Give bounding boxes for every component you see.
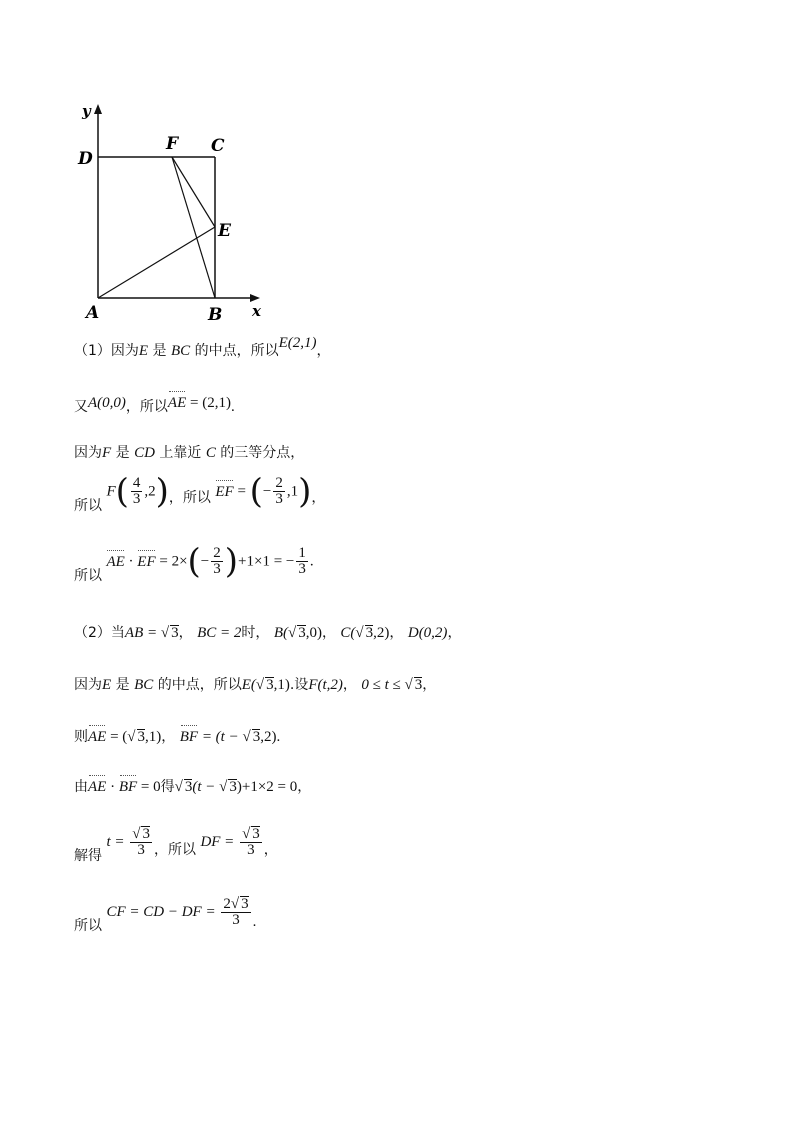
var-E: E [102,677,112,693]
math: = 0 [137,779,161,795]
denominator: 3 [247,842,255,858]
sqrt-value: 3 [365,625,374,641]
text: 解得 [74,848,102,864]
solution-line-9: 由AE · BF = 0得√ 3(t − √ 3)+1×2 = 0， [74,779,312,795]
numerator: 2 [275,475,283,491]
numerator: 1 [298,545,306,561]
vector-EF: EF [215,483,234,500]
solution-line-6: （2）当AB = √ 3， BC = 2时， B(√ 3,0)， C(√ 3,2)， D(0,2)， [74,625,462,641]
numerator: 2 [213,545,221,561]
denominator: 3 [137,842,145,858]
text: ，所以 [125,399,168,415]
text: 是 [148,343,171,359]
fraction [221,896,250,928]
fraction [211,546,223,577]
var-E: E [138,343,149,359]
math-E-coord: E(2,1) [278,335,317,351]
text: 得 [160,779,175,795]
sqrt-value: 3 [229,779,237,795]
solution-line-11: 所以 CF = CD − DF = $\frac{2√ 3}{3}$ . [74,896,257,934]
label-y: y [82,102,91,120]
math: ,1) [273,677,290,693]
sqrt-value: 3 [252,826,260,842]
var-C: C [205,445,216,461]
label-C: C [211,136,225,156]
minus: − [262,483,272,500]
text: = 2× [155,553,188,570]
solution-line-7: 因为E 是 BC 的中点，所以E(√ 3,1).设F(t,2)， 0 ≤ t ≤ √ 3， [74,677,437,693]
sqrt-value: 3 [171,625,179,641]
math: E( [241,677,256,693]
math: ,2) [260,729,277,745]
square-diagram [70,96,270,326]
text: 上靠近 [154,445,206,461]
paren: ) [298,471,312,512]
text: （2）当 [74,625,125,641]
var-CD: CD [134,445,155,461]
text: 的中点，所以 [153,677,242,693]
label-x: x [252,302,261,320]
vector-AE: AE [88,779,107,795]
fraction [131,476,143,507]
denominator: 3 [298,561,306,577]
numerator: √ 3 [132,826,150,842]
text: 是 [111,445,135,461]
denominator: 3 [232,912,240,928]
solution-line-5: 所以 AE · EF = 2×(− $\frac{2}{3}$ )+1×1 = − $\frac{1}{3}$ . [74,541,314,584]
math: AB = [124,625,161,641]
denominator: 3 [213,561,221,577]
solution-line-2: 又A(0,0)，所以AE = (2,1). [74,395,235,415]
vector-BF: BF [179,729,199,745]
solution-line-3 [74,442,304,462]
text: 所以 [74,918,102,934]
vector-BF: BF [118,779,138,795]
math: DF = [200,834,239,850]
text: 因为 [74,445,102,461]
sqrt-value: 3 [414,677,423,693]
var-F: F [102,445,112,461]
fraction [130,826,152,858]
coefficient: 2 [223,896,231,912]
x-axis-arrow [250,294,260,302]
var-BC: BC [171,343,191,359]
sqrt-value: 3 [266,677,274,693]
sqrt-value: 3 [184,779,193,795]
segment-FE [172,157,215,227]
text: 所以 [74,497,102,514]
math: )+1×2 = 0 [236,779,298,795]
text: 的三等分点， [215,445,305,461]
label-A: A [86,303,100,323]
label-D: D [78,149,93,169]
math: B( [273,625,288,641]
denominator: 3 [132,491,141,507]
comma: ， [311,489,326,506]
numerator: √ 3 [242,826,260,842]
var-BC: BC [134,677,154,693]
math: = (t − [198,729,243,745]
fraction [296,546,308,577]
math: 0 ≤ t ≤ [361,677,405,693]
text: 的中点，所以 [190,343,279,359]
text: （1）因为 [74,343,139,359]
math: ,1) [145,729,162,745]
text: ,1 [286,483,299,500]
vector-AE: AE [88,729,107,745]
math: ,0) [305,625,322,641]
segment-FB [172,157,215,298]
math: CF = CD − DF = [106,904,220,920]
segment-AE [98,227,215,298]
math: (t − [192,779,220,795]
numerator: 2√ 3 [223,896,249,912]
paren: ) [224,541,239,582]
paren: ( [249,471,263,512]
text: 则 [74,729,88,745]
solution-line-1 [74,335,331,360]
text: 由 [74,779,88,795]
math: BC = 2 [197,625,242,641]
vector-AE-value: = (2,1) [186,395,231,411]
math: D(0,2) [407,625,448,641]
dot: · [124,553,138,570]
fraction [273,476,285,507]
solution-line-8: 则AE = (√ 3,1)， BF = (t − √ 3,2). [74,729,281,745]
text: 是 [111,677,135,693]
text: ， [178,625,193,641]
sqrt-value: 3 [137,729,146,745]
text: ，所以 [168,489,211,506]
paren: ) [155,471,169,512]
sqrt-value: 3 [241,896,249,912]
math: t = [106,834,129,850]
text: .设 [289,677,309,693]
denominator: 3 [275,491,283,507]
y-axis-arrow [94,104,102,114]
var-F: F [106,483,116,500]
solution-line-4 [74,471,326,514]
fraction [240,826,262,858]
math: ,2) [373,625,390,641]
math: = ( [106,729,128,745]
paren: ( [115,471,129,512]
sqrt-value: 3 [252,729,261,745]
math: C( [340,625,356,641]
comma: ， [316,343,331,359]
text: = [233,483,250,500]
text: 时， [241,625,270,641]
vector-AE: AE [167,395,187,411]
vector-EF: EF [137,553,156,570]
text: +1×1 = − [238,553,295,570]
math-A-coord: A(0,0) [88,395,126,411]
label-B: B [208,305,223,325]
text: 所以 [74,567,102,584]
text: 又 [74,399,88,415]
sqrt-value: 3 [142,826,150,842]
vector-AE: AE [106,553,125,570]
label-E: E [218,221,231,241]
text: 因为 [74,677,102,693]
text: ，所以 [153,842,196,858]
minus: − [200,553,210,570]
text: ,2 [144,483,156,500]
numerator: 4 [132,475,141,491]
solution-line-10: 解得 t = $\frac{√ 3}{3}$ ，所以 DF = $\frac{√ 3}{3}$ ， [74,826,278,864]
label-F: F [166,134,179,154]
math: F(t,2) [308,677,343,693]
paren: ( [187,541,201,582]
sqrt-value: 3 [298,625,306,641]
